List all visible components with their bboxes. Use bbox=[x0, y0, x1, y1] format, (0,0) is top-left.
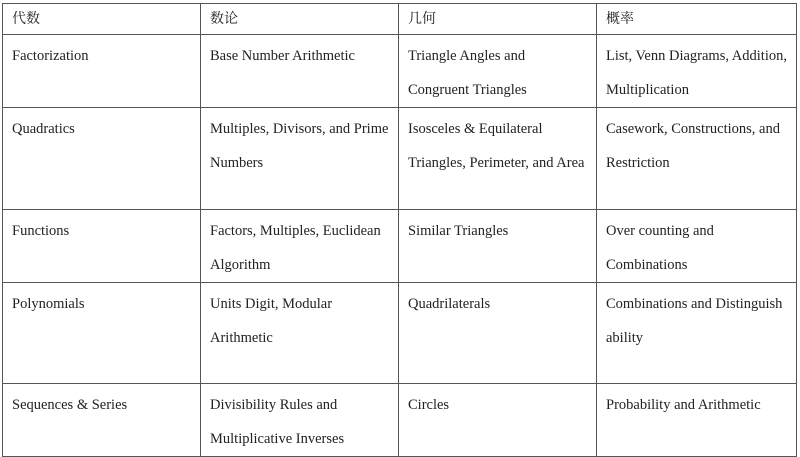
table-cell: List, Venn Diagrams, Addition, Multiplication bbox=[597, 35, 797, 108]
table-cell: Units Digit, Modular Arithmetic bbox=[201, 283, 399, 384]
table-cell: Divisibility Rules and Multiplicative Inverses bbox=[201, 384, 399, 457]
table-row bbox=[3, 210, 797, 283]
table-cell: Functions bbox=[3, 210, 201, 283]
table-cell: Sequences & Series bbox=[3, 384, 201, 457]
table-cell: Combinations and Distinguish ability bbox=[597, 283, 797, 384]
table-cell: Casework, Constructions, and Restriction bbox=[597, 108, 797, 210]
table-cell: Multiples, Divisors, and Prime Numbers bbox=[201, 108, 399, 210]
table-cell: Base Number Arithmetic bbox=[201, 35, 399, 108]
header-number-theory: 数论 bbox=[201, 4, 399, 35]
table-cell: Circles bbox=[399, 384, 597, 457]
table-cell: Similar Triangles bbox=[399, 210, 597, 283]
table-cell: Triangle Angles and Congruent Triangles bbox=[399, 35, 597, 108]
header-probability: 概率 bbox=[597, 4, 797, 35]
table-cell: Quadratics bbox=[3, 108, 201, 210]
table-cell: Probability and Arithmetic bbox=[597, 384, 797, 457]
table-row bbox=[3, 108, 797, 210]
header-geometry: 几何 bbox=[399, 4, 597, 35]
table-row bbox=[3, 35, 797, 108]
header-row bbox=[3, 4, 797, 35]
table-cell: Quadrilaterals bbox=[399, 283, 597, 384]
table-cell: Over counting and Combinations bbox=[597, 210, 797, 283]
table-cell: Factorization bbox=[3, 35, 201, 108]
table-row bbox=[3, 283, 797, 384]
table-row bbox=[3, 384, 797, 457]
table-cell: Factors, Multiples, Euclidean Algorithm bbox=[201, 210, 399, 283]
table-cell: Polynomials bbox=[3, 283, 201, 384]
topic-table bbox=[2, 3, 797, 457]
table-cell: Isosceles & Equilateral Triangles, Perimeter, and Area bbox=[399, 108, 597, 210]
header-algebra: 代数 bbox=[3, 4, 201, 35]
